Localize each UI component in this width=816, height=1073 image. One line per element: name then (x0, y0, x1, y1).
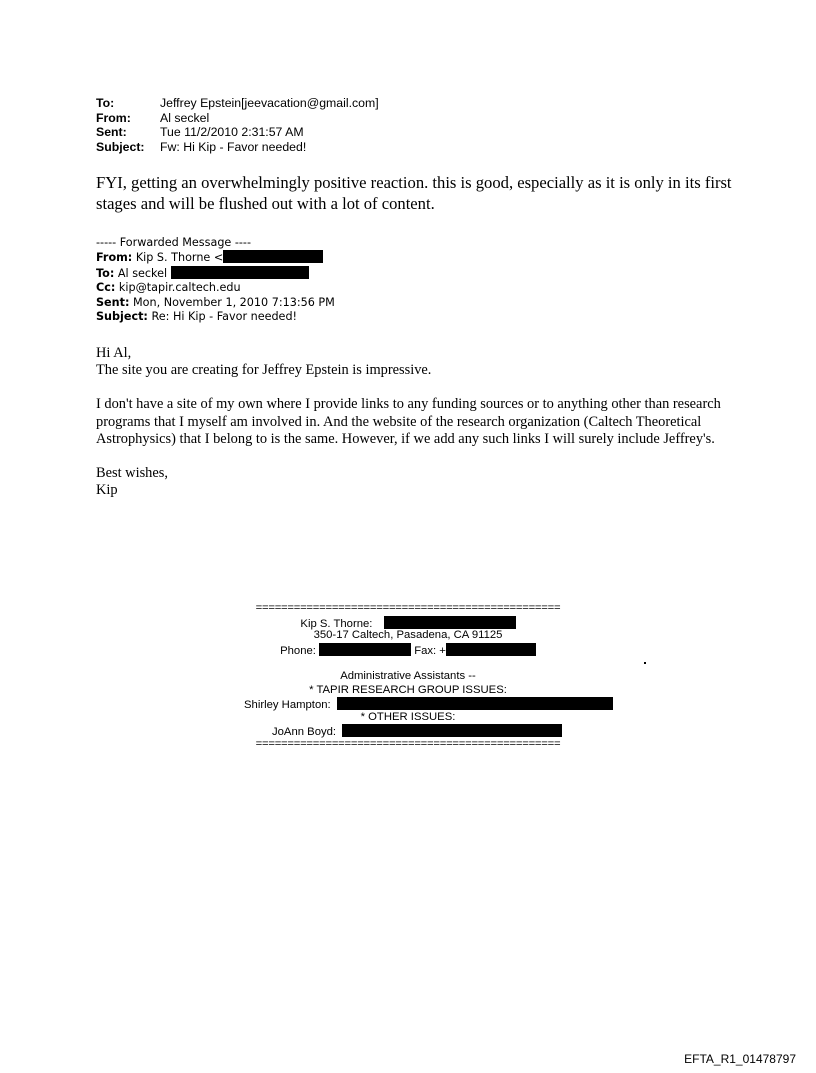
from-row (96, 111, 379, 126)
fwd-cc-label: Cc: (96, 281, 116, 295)
sig-phone-row (228, 643, 588, 657)
fax-label: Fax: + (414, 644, 446, 657)
joann-row (228, 724, 588, 738)
fwd-subject-value: Re: Hi Kip - Favor needed! (151, 310, 298, 324)
fwd-to-value: Al seckel (117, 266, 168, 280)
rule-bottom: ================================================ (255, 737, 561, 750)
message-body (96, 345, 736, 499)
closing: Best wishes, (96, 465, 168, 482)
subject-label: Subject: (96, 139, 145, 154)
greeting: Hi Al, (96, 345, 132, 361)
signature-block (228, 602, 588, 752)
redaction-box (337, 697, 613, 710)
joann-label: JoAnn Boyd: (272, 726, 337, 739)
fwd-cc-value: kip@tapir.caltech.edu (118, 281, 241, 295)
signoff: Kip (96, 482, 118, 499)
fwd-subject-row (96, 310, 335, 324)
fwd-from-value: Kip S. Thorne < (135, 251, 224, 265)
to-label: To: (96, 96, 115, 110)
email-header (96, 96, 379, 154)
sent-value: Tue 11/2/2010 2:31:57 AM (160, 125, 304, 140)
phone-label: Phone: (280, 644, 316, 657)
shirley-label: Shirley Hampton: (244, 699, 331, 712)
redaction-box (384, 616, 516, 629)
tapir-issues: * TAPIR RESEARCH GROUP ISSUES: (309, 683, 507, 696)
fwd-from-row (96, 250, 335, 265)
subject-value: Fw: Hi Kip - Favor needed! (160, 139, 307, 154)
redaction-box (446, 643, 536, 656)
fwd-cc-row (96, 281, 335, 295)
fwd-to-label: To: (96, 266, 115, 280)
document-id: EFTA_R1_01478797 (684, 1052, 796, 1066)
sent-row (96, 125, 379, 140)
sig-name: Kip S. Thorne: (300, 617, 373, 630)
to-row (96, 96, 379, 111)
blank-line (228, 656, 588, 670)
fwd-from-label: From: (96, 251, 133, 265)
sig-address: 350-17 Caltech, Pasadena, CA 91125 (313, 629, 503, 642)
to-value: Jeffrey Epstein[jeevacation@gmail.com] (160, 96, 379, 110)
forwarded-marker: ----- Forwarded Message ---- (96, 236, 252, 249)
forwarded-header (96, 236, 335, 324)
stray-mark (644, 662, 646, 664)
shirley-row (228, 697, 588, 711)
sent-label: Sent: (96, 125, 127, 140)
redaction-box (223, 250, 323, 263)
other-issues: * OTHER ISSUES: (360, 710, 456, 723)
body-paragraph-2: I don't have a site of my own where I provide links to any funding sources or to anything other than research programs that I myself am involved in. And the website of the research organization (Caltech Theoretical Astrophysics) that I belong to is the same. However, if we add any such links I will surely include Jeffrey's. (96, 396, 721, 447)
redaction-box (171, 266, 309, 279)
fwd-to-row (96, 266, 335, 281)
lead-paragraph: FYI, getting an overwhelmingly positive reaction. this is good, especially as it is only in its first stages and will be flushed out with a lot of content. (96, 173, 732, 213)
fwd-sent-label: Sent: (96, 295, 130, 309)
from-label: From: (96, 110, 131, 125)
admin-assistants: Administrative Assistants -- (340, 669, 476, 682)
fwd-subject-label: Subject: (96, 310, 148, 324)
body-paragraph-1: The site you are creating for Jeffrey Epstein is impressive. (96, 362, 432, 379)
redaction-box (319, 643, 411, 656)
subject-row (96, 140, 379, 155)
sig-name-row (228, 616, 588, 630)
from-value: Al seckel (160, 110, 210, 125)
redaction-box (342, 724, 562, 737)
rule-top: ================================================ (255, 602, 561, 614)
fwd-sent-value: Mon, November 1, 2010 7:13:56 PM (133, 295, 335, 309)
fwd-sent-row (96, 296, 335, 310)
